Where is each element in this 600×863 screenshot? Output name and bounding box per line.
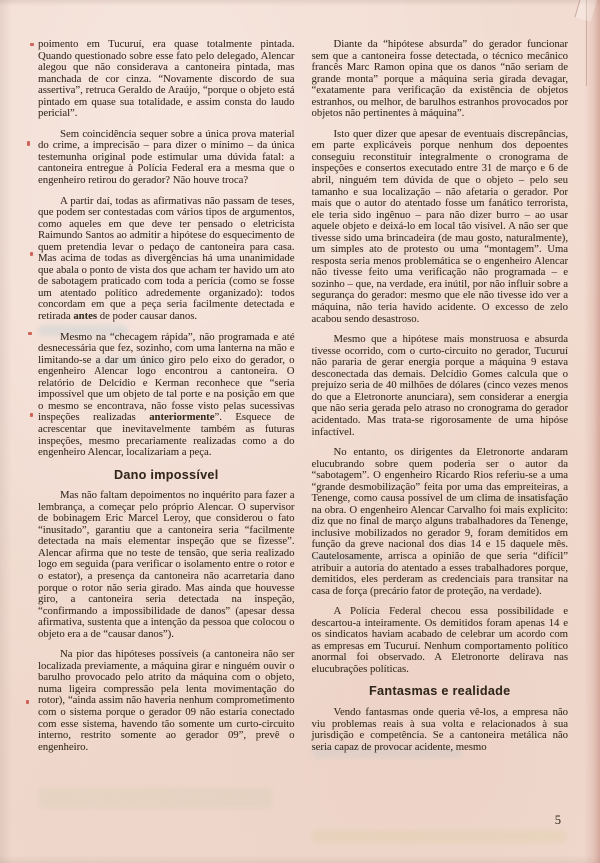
section-heading-dano-impossivel: Dano impossível (113, 467, 219, 482)
paragraph: Isto quer dizer que apesar de eventuais discrepâncias, em parte explicáveis porque nenhum dos depoentes conseguiu reconstituir integralmente o cronograma de inspeções e consertos executado entre 31 de março e 6 de abril, ninguém tem dúvida de que o objeto – pelo seu tamanho e sua localização – não afetaria o gerador. Por mais que o autor do atentado fosse um fanático terrorista, ele teria sido ingênuo – para não dizer burro – ao usar aquele objeto e deixá-lo em local tão visível. A não ser que tivesse sido uma brincadeira (de mau gosto, naturalmente), um simples ato de protesto ou uma “montagem”. Uma resposta seria menos problemática se o engenheiro Alencar não tivesse feito uma verificação não programada – e sozinho – que, na verdade, era inútil, por não influir sobre a segurança do gerador: mesmo que ele não tivesse ido ver a máquina, não teria havido acidente. O excesso de zelo acabou sendo desastroso. (311, 127, 568, 325)
page-top-edge-shade (0, 0, 600, 6)
paragraph-text: Mesmo na “checagem rápida”, não programada e até desnecessária que fez, sozinho, com uma lanterna na mão e limitando-se a dar um único giro pelo eixo do gerador, o engenheiro Alencar logo encontrou a cantoneira. O relatório de Delcídio e Kerman reconhece que “seria impossível que um objeto de tal porte e na posição em que o mesmo se encontrava, não fosse visto pelas sucessivas inspeções realizadas (38, 330, 295, 424)
red-speck (30, 252, 33, 256)
paragraph: Sem coincidência sequer sobre a única prova material do crime, a imprecisão – para dizer o mínimo – da única testemunha original pode estimular uma dúvida fatal: a cantoneira entregue à Polícia Federal era a mesma que o engenheiro retirou do gerador? Não houve troca? (38, 127, 295, 187)
paragraph-text: ”. Esquece de acrescentar que inevitavelmente também as futuras inspeções, mesmo precariamente realizadas como a do engenheiro Alencar, localizariam a peça. (38, 411, 295, 459)
page-left-edge-shade (0, 0, 12, 863)
paragraph: Mas não faltam depoimentos no inquérito para fazer a lembrança, a começar pelo próprio Alencar. O supervisor de bobinagem Eric Marcel Leroy, que considerou o fato “inusitado”, garantiu que a cantoneira seria “facilmente detectada na mais elementar inspeção que se fizesse”. Alencar afirma que no teste de tensão, que seria realizado logo em seguida (para verificar o isolamento entre o rotor e o estator), a presença da cantoneira não acarretaria dano porque o rotor não seria girado. Mas ainda que houvesse giro, a cantoneira seria detectada na inspeção, “confirmando a impossibilidade de danos” (apesar dessa afirmativa, sustenta que a intenção da pessoa que colocou o objeto era a de “causar danos”). (38, 489, 295, 640)
red-speck (28, 332, 32, 335)
page-number: 5 (554, 813, 561, 827)
red-speck (30, 413, 33, 417)
paragraph (38, 332, 295, 459)
paragraph: Mesmo que a hipótese mais monstruosa e absurda tivesse ocorrido, com o curto-circuito no gerador, Tucuruí não pararia de gerar energia porque a máquina 9 estava desconectada das demais. Delcídio Gomes calcula que o prejuízo seria de 40 milhões de dólares (cinco vezes menos do que a Eletronorte anunciara), sem considerar a energia que não seria gerada pelo atraso no cronograma do gerador acidentado. Mas trata-se rigorosamente de uma hipóse infactível. (311, 333, 568, 438)
scan-smudge (38, 787, 273, 809)
paragraph: Diante da “hipótese absurda” do gerador funcionar sem que a cantoneira fosse detectada, o técnico mecânico francês Marc Ramon opina que os danos “não seriam de grande monta” porque a máquina seria girada devagar, “exatamente para verificação da existência de objetos estranhos, ou melhor, de barulhos estranhos provocados por objetos não pertinentes à máquina”. (311, 38, 568, 120)
paragraph: poimento em Tucuruí, era quase totalmente pintada. Quando questionado sobre esse fato pelo delegado, Alencar alegou que não considerava a cantoneira pintada, mas manchada de cor cinza. “Novamente discordo de sua assertiva”, retruca Geraldo de Araújo, “porque o objeto está pintado em quase sua totalidade, e assim consta do laudo pericial”. (38, 38, 295, 120)
page-right-edge-shade (584, 0, 600, 863)
bold-word: antes (73, 310, 98, 323)
left-column (38, 39, 295, 762)
red-speck (26, 700, 29, 704)
paragraph: Vendo fantasmas onde queria vê-los, a empresa não viu problemas reais à sua volta e relacionados à sua jurisdição e competência. Se a cantoneira metálica não seria capaz de provocar acidente, mesmo (311, 705, 568, 753)
red-speck (27, 141, 30, 146)
bold-word: anteriormente (149, 411, 215, 424)
section-heading-fantasmas-e-realidade: Fantasmas e realidade (369, 684, 511, 699)
paragraph: Na pior das hipóteses possíveis (a cantoneira não ser localizada previamente, a máquina girar e ninguém ouvir o barulho provocado pelo atrito da máquina com o objeto, numa ligeira compressão pela lenta movimentação do rotor), “ainda assim não haveria nenhum comprometimento com o sistema porque o gerador 09 não estaria conectado com esse sistema, havendo tão somente um curto-circuito interno, restrito somente ao gerador 09”, prevê o engenheiro. (38, 648, 295, 753)
paragraph: No entanto, os dirigentes da Eletronorte andaram elucubrando sobre quem poderia ser o autor da “sabotagem”. O engenheiro Ricardo Rios referiu-se a uma “grande desmobilização” feita por uma das empreiteiras, a Tenenge, como causa possível de um clima de insatisfação na obra. O engenheiro Alencar Carvalho foi mais explícito: diz que no final de março alguns trabalhadores da Tenenge, inclusive mobilizados no gerador 9, foram demitidos em função da greve nacional dos dias 14 e 15 daquele mês. Cautelosamente, arrisca a opinião de que seria “difícil” atribuir a autoria do atentado a esses trabalhadores porque, demitidos, eles perderam as credenciais para transitar na casa de força (precário fator de proteção, na verdade). (311, 446, 568, 597)
paragraph-text: A partir daí, todas as afirmativas não passam de teses, que podem ser contestadas com vários tipos de argumentos, como aqueles em que deve ter pensado o eletricista Raimundo Santos ao admitir a hipótese do esquecimento de quem pretendia levar o pedaço de cantoneira para casa. Mas acima de todas as divergências há uma unanimidade que abala o ponto de vista dos que acham ter havido um ato de sabotagem praticado com toda a perícia (como se fosse um atentado político adredemente organizado): todos concordam em que a peça seria facilmente detectada e retirada (38, 194, 295, 323)
paragraph-text: de poder causar danos. (97, 310, 198, 323)
paragraph (38, 196, 295, 323)
page-bottom-edge-shade (0, 855, 600, 863)
two-column-text-body (38, 39, 568, 762)
scan-smudge (312, 830, 567, 843)
right-column (312, 39, 569, 762)
paragraph: A Polícia Federal checou essa possibilidade e descartou-a inteiramente. Os demitidos foram apenas 14 e os sindicatos haviam acabado de celebrar um acordo com as empresas em Tucuruí. Nenhum comportamento político anormal foi observado. A Eletronorte delirava nas elucubrações políticas. (311, 605, 568, 675)
red-speck (30, 43, 34, 46)
